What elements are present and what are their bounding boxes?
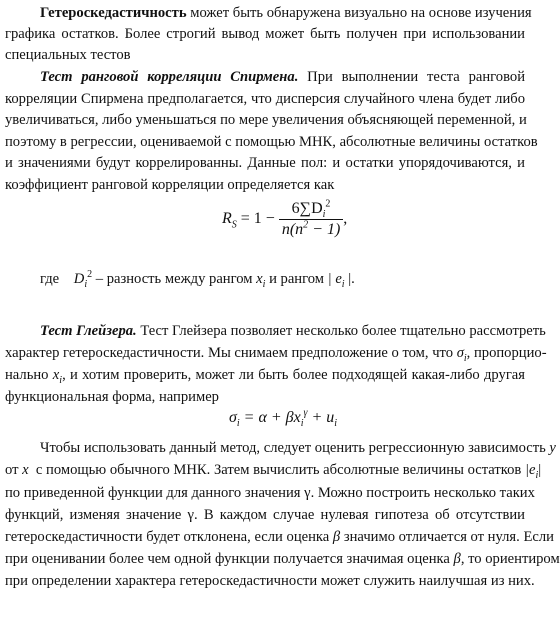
glejser-line-6: [5, 459, 542, 481]
spearman-line-4: поэтому в регрессии, оцениваемой с помощью МНК, абсолютные величины остатков: [5, 134, 538, 150]
paragraph-heteroscedasticity-line-3: специальных тестов: [5, 47, 131, 63]
glejser-line-10: [5, 548, 560, 570]
glejser-line-9: [5, 526, 554, 548]
formula-x-sup: γ: [303, 407, 308, 419]
glejser-line-2: [5, 342, 547, 364]
text-end: , пропорцио-: [466, 345, 547, 361]
glejser-line-7: по приведенной функции для данного значения γ. Можно построить несколько таких: [5, 485, 535, 501]
e-end: |: [538, 462, 542, 478]
where-e: | e: [327, 271, 342, 287]
den-sup: 2: [303, 219, 309, 231]
den: n(n: [281, 221, 304, 238]
spearman-title: Тест ранговой корреляции Спирмена: [40, 69, 295, 85]
beta: β: [332, 529, 341, 545]
text: при оценивании более чем одной функции получается значимая оценка: [5, 551, 450, 567]
formula-rhs: = α + βx: [243, 409, 301, 426]
text-end: , и хотим проверить, может ли быть более подходящей какая-либо другая: [62, 367, 525, 383]
glejser-line-3: [5, 364, 525, 386]
num-sub: i: [322, 209, 326, 221]
formula-u-sub: i: [334, 418, 338, 430]
fraction-numerator: [279, 200, 343, 220]
text-mid: с помощью обычного МНК. Затем вычислить абсолютные величины остатков: [35, 462, 522, 478]
glejser-formula: [229, 407, 338, 430]
text: При выполнении теста ранговой: [307, 69, 525, 85]
x-sub: i: [59, 374, 63, 386]
formula-sigma-sub: i: [236, 418, 240, 430]
spearman-line-6: коэффициент ранговой корреляции определяется как: [5, 177, 335, 193]
text: может быть обнаружена визуально на основе изучения: [190, 5, 532, 21]
where-d-sub: i: [84, 278, 88, 290]
paragraph-heteroscedasticity-line-2: графика остатков. Более строгий вывод может быть получен при использовании: [5, 26, 525, 42]
text: Тест Глейзера позволяет несколько более тщательно рассмотреть: [140, 323, 546, 339]
where-and: и рангом: [269, 271, 324, 287]
spearman-line-2: корреляции Спирмена предполагается, что дисперсия случайного члена будет либо: [5, 91, 525, 107]
spearman-line-1: Тест ранговой корреляции Спирмена. При выполнении теста ранговой: [40, 69, 525, 85]
where-e-sub: i: [341, 278, 345, 290]
num-sup: 2: [325, 198, 331, 210]
formula-lhs: R: [222, 210, 232, 228]
where-text: – разность между рангом: [95, 271, 253, 287]
spearman-formula: [222, 200, 347, 239]
sigma: σ: [456, 345, 464, 361]
formula-fraction: [279, 200, 343, 239]
den-end: − 1): [308, 221, 341, 238]
beta: β: [453, 551, 461, 567]
text-end: значимо отличается от нуля. Если: [343, 529, 554, 545]
spearman-where-line: [40, 268, 560, 290]
where-x: x: [256, 271, 263, 287]
paragraph-heteroscedasticity-line-1: [40, 2, 532, 24]
text: Чтобы использовать данный метод, следует оценить регрессионную зависимость: [40, 440, 546, 456]
text: нально: [5, 367, 49, 383]
text-end: , то ориентиром: [460, 551, 560, 567]
sigma-sub: i: [463, 352, 467, 364]
spearman-line-3: увеличиваться, либо уменьшаться по мере увеличения объясняющей переменной, и: [5, 112, 527, 128]
e-sub: i: [535, 469, 539, 481]
formula-x-sub: i: [300, 418, 304, 430]
formula-eq: = 1 −: [240, 210, 275, 228]
term-heteroscedasticity: Гетероскедастичность: [40, 5, 187, 21]
glejser-line-1: [40, 320, 546, 342]
text: от: [5, 462, 19, 478]
formula-sigma: σ: [229, 409, 237, 426]
fraction-denominator: [279, 220, 343, 239]
num: 6∑D: [291, 200, 323, 217]
where-d-sup: 2: [87, 269, 93, 281]
text: характер гетероскедастичности. Мы снимаем предположение о том, что: [5, 345, 454, 361]
formula-tail: ,: [343, 210, 348, 228]
where-d: D: [73, 271, 85, 287]
where-e-end: |.: [344, 271, 355, 287]
glejser-line-8: функций, изменяя значение γ. В каждом случае нулевая гипотеза об отсутствии: [5, 507, 525, 523]
formula-plus-u: + u: [307, 409, 335, 426]
formula-lhs-sub: S: [231, 219, 237, 231]
e: |e: [524, 462, 536, 478]
y: y: [549, 440, 556, 456]
glejser-title: Тест Глейзера.: [40, 323, 137, 339]
where-label: где: [40, 271, 60, 287]
spearman-line-5: и значениями будут коррелированны. Данные пол: и остатки упорядочиваются, и: [5, 155, 525, 171]
glejser-line-11: при определении характера гетероскедастичности может служить наилучшая из них.: [5, 573, 535, 589]
x: x: [22, 462, 29, 478]
text: гетероскедастичности будет отклонена, если оценка: [5, 529, 330, 545]
glejser-line-5: [40, 437, 556, 459]
x: x: [52, 367, 60, 383]
glejser-line-4: функциональная форма, например: [5, 389, 219, 405]
where-x-sub: i: [262, 278, 266, 290]
